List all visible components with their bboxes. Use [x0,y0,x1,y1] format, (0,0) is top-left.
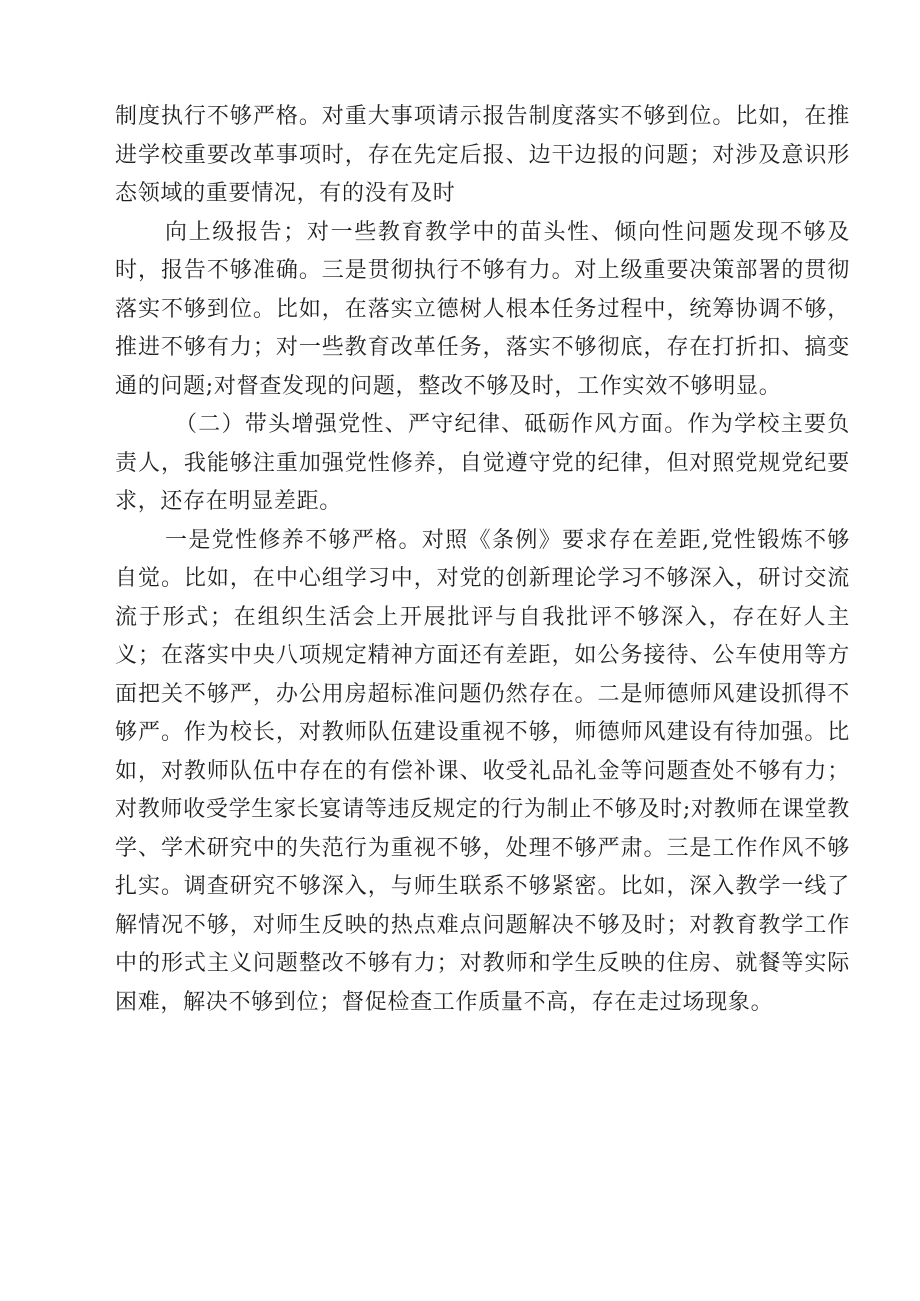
paragraph-3: （二）带头增强党性、严守纪律、砥砺作风方面。作为学校主要负责人，我能够注重加强党性修养，自觉遵守党的纪律，但对照党规党纪要求，还存在明显差距。 [115,412,850,514]
document-body [115,98,850,1022]
paragraph-4: 一是党性修养不够严格。对照《条例》要求存在差距,党性锻炼不够自觉。比如，在中心组学习中，对党的创新理论学习不够深入，研讨交流流于形式；在组织生活会上开展批评与自我批评不够深入，存在好人主义；在落实中央八项规定精神方面还有差距，如公务接待、公车使用等方面把关不够严，办公用房超标准问题仍然存在。二是师德师风建设抓得不够严。作为校长，对教师队伍建设重视不够，师德师风建设有待加强。比如，对教师队伍中存在的有偿补课、收受礼品礼金等问题查处不够有力；对教师收受学生家长宴请等违反规定的行为制止不够及时;对教师在课堂教学、学术研究中的失范行为重视不够，处理不够严肃。三是工作作风不够扎实。调查研究不够深入，与师生联系不够紧密。比如，深入教学一线了解情况不够，对师生反映的热点难点问题解决不够及时；对教育教学工作中的形式主义问题整改不够有力；对教师和学生反映的住房、就餐等实际困难，解决不够到位；督促检查工作质量不高，存在走过场现象。 [115,527,850,1015]
paragraph-2: 向上级报告；对一些教育教学中的苗头性、倾向性问题发现不够及时，报告不够准确。三是贯彻执行不够有力。对上级重要决策部署的贯彻落实不够到位。比如，在落实立德树人根本任务过程中，统筹协调不够，推进不够有力；对一些教育改革任务，落实不够彻底，存在打折扣、搞变通的问题;对督查发现的问题，整改不够及时，工作实效不够明显。 [115,219,850,399]
paragraph-1: 制度执行不够严格。对重大事项请示报告制度落实不够到位。比如，在推进学校重要改革事项时，存在先定后报、边干边报的问题；对涉及意识形态领域的重要情况，有的没有及时 [115,104,850,206]
